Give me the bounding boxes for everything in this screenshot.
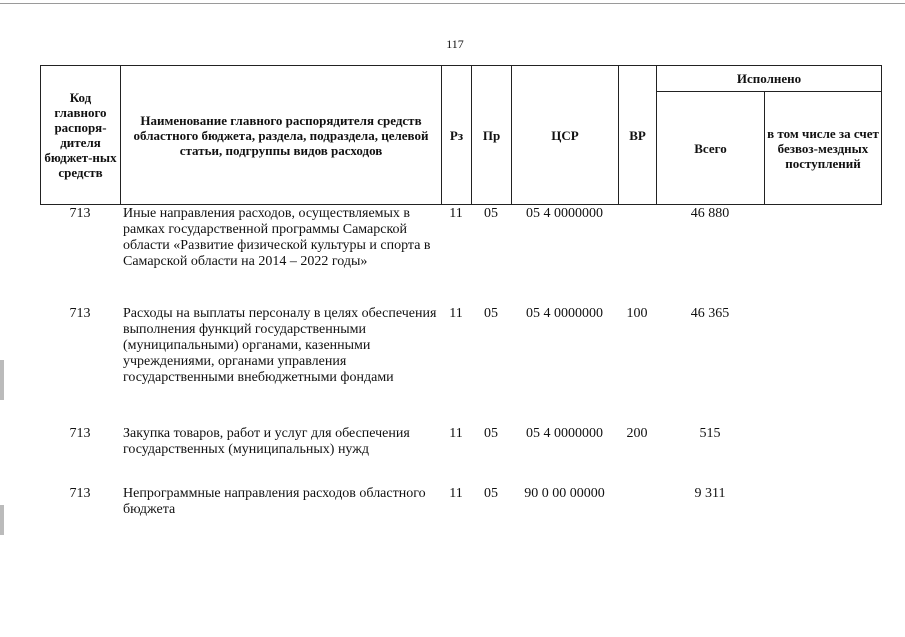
row-name: Расходы на выплаты персоналу в целях обеспечения выполнения функций государственными (муниципальными) органами, казенными учреждениями, органами управления государственными внебюджетными фондами <box>123 306 437 385</box>
row-pr: 05 <box>484 206 498 221</box>
row-csr: 05 4 0000000 <box>526 306 603 321</box>
row-pr: 05 <box>484 426 498 441</box>
row-pr: 05 <box>484 486 498 501</box>
scan-edge-mark <box>0 360 4 400</box>
row-total: 9 311 <box>694 486 726 501</box>
scan-top-edge <box>0 3 905 4</box>
row-name: Закупка товаров, работ и услуг для обеспечения государственных (муниципальных) нужд <box>123 426 410 457</box>
row-csr: 05 4 0000000 <box>526 426 603 441</box>
row-code: 713 <box>69 426 91 441</box>
page-number: 117 <box>446 37 464 51</box>
row-code: 713 <box>69 206 91 221</box>
header-rz: Рз <box>442 66 472 205</box>
row-total: 515 <box>699 426 721 441</box>
row-code: 713 <box>69 486 91 501</box>
header-vr: ВР <box>619 66 657 205</box>
row-pr: 05 <box>484 306 498 321</box>
scan-edge-mark <box>0 505 4 535</box>
row-vr: 200 <box>626 426 648 441</box>
row-rz: 11 <box>449 206 463 221</box>
header-free: в том числе за счет безвоз-мездных поступлений <box>765 92 882 205</box>
row-vr: 100 <box>626 306 648 321</box>
row-rz: 11 <box>449 426 463 441</box>
table-row <box>40 426 881 476</box>
header-csr: ЦСР <box>512 66 619 205</box>
header-total: Всего <box>657 92 765 205</box>
table-header <box>40 65 882 205</box>
row-code: 713 <box>69 306 91 321</box>
row-rz: 11 <box>449 306 463 321</box>
row-name: Непрограммные направления расходов областного бюджета <box>123 486 426 517</box>
header-code: Код главного распоря-дителя бюджет-ных средств <box>41 66 121 205</box>
table-row <box>40 206 881 302</box>
row-csr: 90 0 00 00000 <box>524 486 605 501</box>
row-total: 46 880 <box>690 206 730 221</box>
header-name: Наименование главного распорядителя средств областного бюджета, раздела, подраздела, целевой статьи, подгруппы видов расходов <box>121 66 442 205</box>
header-executed: Исполнено <box>657 66 882 92</box>
row-name: Иные направления расходов, осуществляемых в рамках государственной программы Самарской области «Развитие физической культуры и спорта в Самарской области на 2014 – 2022 годы» <box>123 206 431 269</box>
table-row <box>40 306 881 406</box>
row-rz: 11 <box>449 486 463 501</box>
row-csr: 05 4 0000000 <box>526 206 603 221</box>
row-total: 46 365 <box>690 306 730 321</box>
header-pr: Пр <box>472 66 512 205</box>
table-row <box>40 486 881 520</box>
